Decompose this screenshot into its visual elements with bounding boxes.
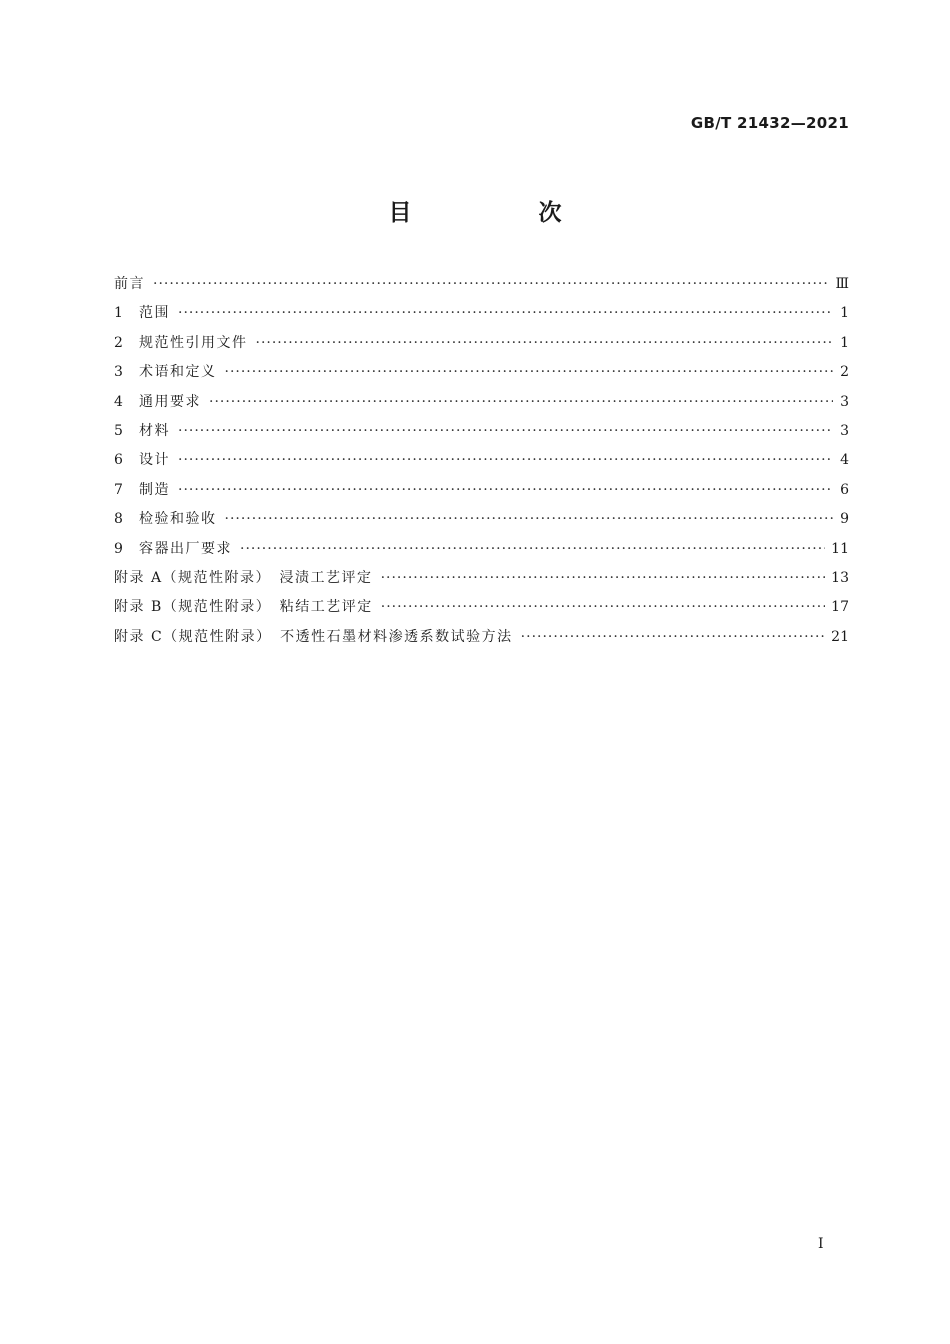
- page-number: I: [818, 1236, 824, 1252]
- toc-entry-page: 6: [840, 481, 849, 498]
- toc-dot-leader: [381, 564, 826, 593]
- toc-dot-leader: [256, 329, 834, 358]
- toc-dot-leader: [178, 446, 833, 475]
- toc-entry-appendix-b[interactable]: [114, 593, 849, 622]
- toc-dot-leader: [225, 505, 834, 534]
- toc-entry-label: 术语和定义: [139, 364, 217, 381]
- toc-entry-6[interactable]: [114, 446, 849, 475]
- toc-entry-number: 9: [114, 540, 123, 557]
- toc-dot-leader: [225, 358, 834, 387]
- toc-entry-1[interactable]: [114, 299, 849, 328]
- toc-entry-3[interactable]: [114, 358, 849, 387]
- toc-title: 目 次: [388, 200, 614, 226]
- toc-dot-leader: [209, 388, 833, 417]
- toc-entry-appendix-a[interactable]: [114, 564, 849, 593]
- toc-dot-leader: [521, 623, 826, 652]
- toc-entry-label: 检验和验收: [139, 511, 217, 528]
- toc-entry-page: 11: [831, 540, 849, 557]
- toc-entry-page: 21: [831, 628, 849, 645]
- toc-entry-foreword[interactable]: [114, 270, 849, 299]
- toc-dot-leader: [153, 270, 829, 299]
- table-of-contents: [114, 270, 849, 652]
- toc-entry-number: 3: [114, 364, 123, 381]
- toc-entry-appendix-c[interactable]: [114, 623, 849, 652]
- toc-entry-number: 1: [114, 305, 123, 322]
- toc-entry-number: 6: [114, 452, 123, 469]
- toc-entry-page: 2: [840, 364, 849, 381]
- toc-entry-2[interactable]: [114, 329, 849, 358]
- toc-entry-page: 1: [840, 305, 849, 322]
- toc-entry-label: 前言: [114, 276, 145, 292]
- toc-entry-number: 4: [114, 393, 123, 410]
- toc-entry-9[interactable]: [114, 535, 849, 564]
- toc-entry-4[interactable]: [114, 388, 849, 417]
- toc-entry-page: 1: [840, 334, 849, 351]
- toc-entry-page: Ⅲ: [835, 276, 849, 292]
- toc-entry-label: 附录 B（规范性附录） 粘结工艺评定: [114, 599, 373, 616]
- toc-entry-page: 4: [840, 452, 849, 469]
- toc-entry-label: 附录 C（规范性附录） 不透性石墨材料渗透系数试验方法: [114, 628, 513, 645]
- toc-entry-page: 3: [840, 393, 849, 410]
- toc-entry-label: 规范性引用文件: [139, 334, 248, 351]
- toc-dot-leader: [178, 476, 833, 505]
- toc-entry-label: 制造: [139, 481, 170, 498]
- standard-code: GB/T 21432—2021: [690, 114, 849, 132]
- toc-entry-page: 3: [840, 422, 849, 439]
- toc-entry-label: 通用要求: [139, 393, 201, 410]
- toc-dot-leader: [178, 417, 833, 446]
- toc-entry-label: 范围: [139, 305, 170, 322]
- toc-entry-label: 材料: [139, 422, 170, 439]
- toc-dot-leader: [381, 593, 825, 622]
- toc-entry-number: 7: [114, 481, 123, 498]
- toc-entry-7[interactable]: [114, 476, 849, 505]
- toc-entry-page: 13: [831, 569, 849, 586]
- toc-entry-number: 8: [114, 511, 123, 528]
- toc-entry-label: 容器出厂要求: [139, 540, 232, 557]
- toc-dot-leader: [240, 535, 825, 564]
- toc-entry-5[interactable]: [114, 417, 849, 446]
- toc-entry-label: 附录 A（规范性附录） 浸渍工艺评定: [114, 569, 373, 586]
- toc-entry-page: 17: [831, 599, 849, 616]
- toc-entry-number: 5: [114, 422, 123, 439]
- toc-entry-number: 2: [114, 334, 123, 351]
- toc-entry-label: 设计: [139, 452, 170, 469]
- toc-dot-leader: [178, 299, 833, 328]
- toc-entry-8[interactable]: [114, 505, 849, 534]
- toc-entry-page: 9: [840, 511, 849, 528]
